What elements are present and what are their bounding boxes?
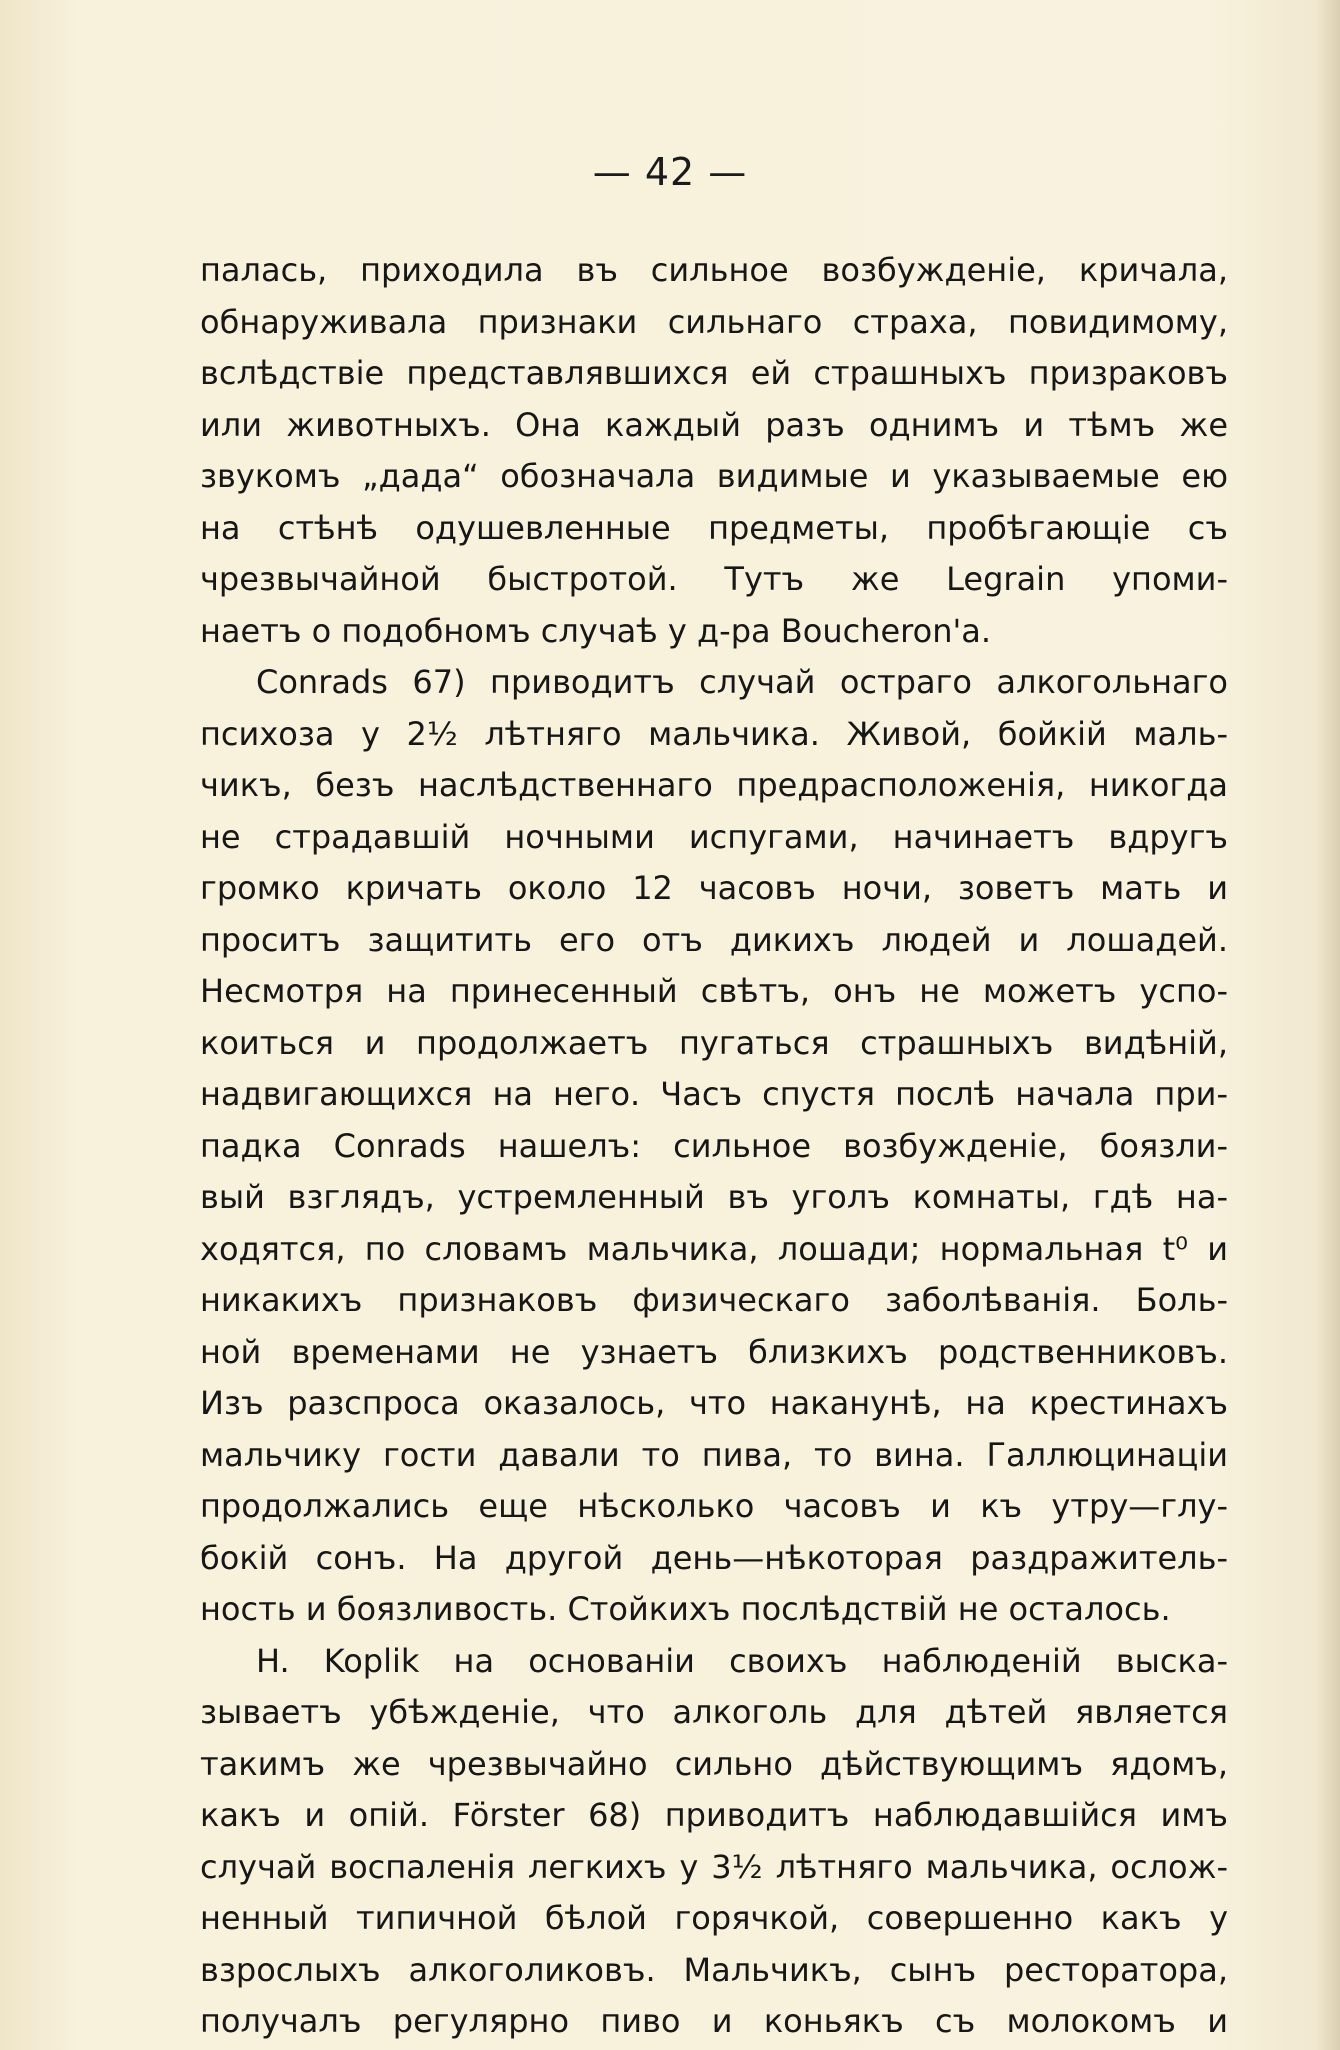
text-line: Изъ разспроса оказалось, что наканунѣ, на крестинахъ	[200, 1384, 1228, 1422]
text-line: зываетъ убѣжденіе, что алкоголь для дѣтей является	[200, 1693, 1228, 1731]
text-line: ной временами не узнаетъ близкихъ родственниковъ.	[200, 1332, 1228, 1371]
text-line: Conrads 67) приводитъ случай остраго алкогольнаго	[256, 663, 1228, 701]
text-line: получалъ регулярно пиво и коньякъ съ молокомъ и	[200, 2002, 1228, 2040]
text-line: палась, приходила въ сильное возбужденіе, кричала,	[200, 251, 1228, 289]
text-line: чикъ, безъ наслѣдственнаго предрасположенія, никогда	[200, 766, 1228, 804]
text-line: коиться и продолжаетъ пугаться страшныхъ видѣній,	[200, 1023, 1228, 1062]
text-line: или животныхъ. Она каждый разъ однимъ и тѣмъ же	[200, 405, 1228, 444]
text-line: падка Conrads нашелъ: сильное возбужденіе, боязли-	[200, 1126, 1228, 1165]
text-line: звукомъ „дада“ обозначала видимые и указываемые ею	[200, 457, 1228, 495]
text-line: какъ и опій. Förster 68) приводитъ наблюдавшійся имъ	[200, 1796, 1228, 1834]
text-line: случай воспаленія легкихъ у 3½ лѣтняго мальчика, ослож-	[200, 1847, 1228, 1886]
text-line: вый взглядъ, устремленный въ уголъ комнаты, гдѣ на-	[200, 1178, 1228, 1216]
text-line: Несмотря на принесенный свѣтъ, онъ не можетъ успо-	[200, 972, 1228, 1010]
text-line: никакихъ признаковъ физическаго заболѣванія. Боль-	[200, 1281, 1228, 1319]
text-line: психоза у 2½ лѣтняго мальчика. Живой, бойкій маль-	[200, 714, 1228, 753]
page-edge-shadow	[1316, 0, 1340, 2050]
text-line: обнаруживала признаки сильнаго страха, повидимому,	[200, 302, 1228, 341]
body-text	[200, 245, 1228, 2048]
text-line: на стѣнѣ одушевленные предметы, пробѣгающіе съ	[200, 508, 1228, 547]
text-line: чрезвычайной быстротой. Тутъ же Legrain упоми-	[200, 560, 1228, 598]
text-line: бокій сонъ. На другой день—нѣкоторая раздражитель-	[200, 1538, 1228, 1577]
page-number: — 42 —	[592, 150, 748, 194]
text-line: ность и боязливость. Стойкихъ послѣдствій не осталось.	[200, 1590, 1171, 1628]
text-line: вслѣдствіе представлявшихся ей страшныхъ призраковъ	[200, 354, 1228, 392]
text-line: ненный типичной бѣлой горячкой, совершенно какъ у	[200, 1899, 1228, 1937]
text-line: H. Koplik на основаніи своихъ наблюденій выска-	[256, 1641, 1228, 1680]
text-line: надвигающихся на него. Часъ спустя послѣ начала при-	[200, 1075, 1228, 1113]
text-line: громко кричать около 12 часовъ ночи, зоветъ мать и	[200, 869, 1228, 907]
text-line: наетъ о подобномъ случаѣ у д-ра Boucheron'а.	[200, 611, 992, 650]
text-line: такимъ же чрезвычайно сильно дѣйствующимъ ядомъ,	[200, 1744, 1228, 1783]
text-line: ходятся, по словамъ мальчика, лошади; нормальная t⁰ и	[200, 1229, 1228, 1268]
text-line: проситъ защитить его отъ дикихъ людей и лошадей.	[200, 920, 1228, 959]
text-line: продолжались еще нѣсколько часовъ и къ утру—глу-	[200, 1487, 1228, 1525]
text-line: не страдавшій ночными испугами, начинаетъ вдругъ	[200, 817, 1228, 856]
text-line: мальчику гости давали то пива, то вина. Галлюцинаціи	[200, 1435, 1228, 1474]
text-line: взрослыхъ алкоголиковъ. Мальчикъ, сынъ ресторатора,	[200, 1950, 1228, 1989]
